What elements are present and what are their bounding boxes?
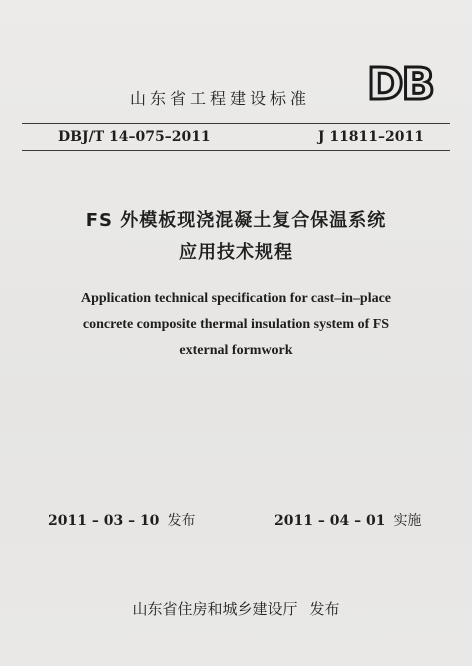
top-rule — [22, 123, 450, 124]
title-english-line: concrete composite thermal insulation system of FS — [82, 317, 390, 332]
publisher — [0, 598, 472, 619]
implementation-date-value: 2011 – 04 – 01 — [274, 513, 386, 529]
standard-type-label: 山东省工程建设标准 — [130, 89, 311, 108]
bottom-rule — [22, 150, 450, 151]
record-number: J 11811–2011 — [317, 129, 424, 145]
title-english-line: external formwork — [179, 343, 293, 358]
implementation-date-label: 实施 — [393, 513, 422, 529]
implementation-date — [274, 510, 421, 530]
standard-number: DBJ/T 14–075–2011 — [58, 129, 211, 145]
publisher-name: 山东省住房和城乡建设厅 — [132, 600, 298, 618]
issue-date-label: 发布 — [167, 513, 196, 529]
title-chinese-line-2: 应用技术规程 — [179, 242, 293, 263]
title-chinese-line-1: FS 外模板现浇混凝土复合保温系统 — [85, 210, 387, 231]
issue-date — [48, 510, 195, 530]
db-logo: DB — [366, 59, 434, 110]
issue-date-value: 2011 – 03 – 10 — [48, 513, 160, 529]
title-english-line: Application technical specification for cast–in–place — [80, 291, 392, 306]
publisher-verb: 发布 — [309, 600, 340, 618]
title-english — [0, 286, 472, 364]
